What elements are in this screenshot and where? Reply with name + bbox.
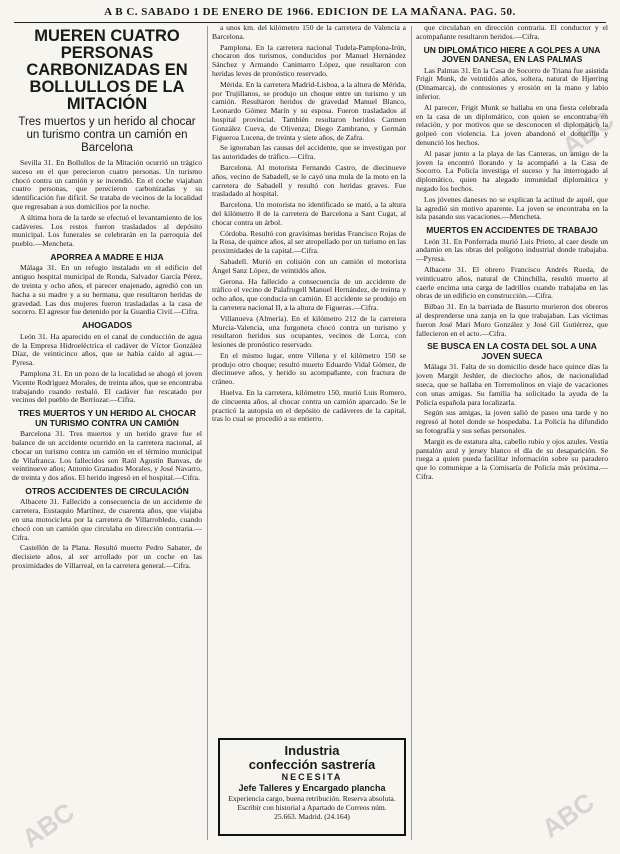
column-rule (207, 26, 208, 840)
article-paragraph: a unos km. del kilómetro 150 de la carretera de Valencia a Barcelona. (212, 24, 406, 41)
section-heading: UN DIPLOMÁTICO HIERE A GOLPES A UNA JOVEN DANESA, EN LAS PALMAS (423, 44, 601, 65)
article-paragraph: que circulaban en dirección contraria. El conductor y el acompañante resultaron heridos.—Cifra. (416, 24, 608, 41)
article-paragraph: Sabadell. Murió en colisión con un camión el motorista Ángel Sanz López, de veintidós años. (212, 256, 406, 275)
column-rule (411, 26, 412, 840)
article-paragraph: En el mismo lugar, entre Villena y el kilómetro 150 se produjo otro choque; resultó muerto Eduardo Vidal Gómez, de diecinueve años, y herido su acompañante, con fractura de cráneo. (212, 350, 406, 387)
article-paragraph: Córdoba. Resultó con gravísimas heridas Francisco Rojas de la Rosa, de quince años, al ser atropellado por un turismo en las proximidades de la capital.—Cifra. (212, 228, 406, 256)
watermark-logo: ABC (556, 104, 620, 162)
article-paragraph: Sevilla 31. En Bollullos de la Mitación ocurrió un trágico suceso en el que perecieron cuatro personas. Un turismo chocó contra un camión y se incendió. En el coche viajaban cuatro personas, que perecieron carbonizadas y su identificación fue difícil. Se trataba de vecinos de la localidad que regresaban a sus domicilios por la noche. (12, 158, 202, 211)
article-paragraph: León 31. Ha aparecido en el canal de conducción de agua de la Empresa Hidroeléctrica el cadáver de Víctor González Díaz, de veinticinco años, que se había caído al agua.—Pyresa. (12, 331, 202, 368)
article-paragraph: Barcelona. Al motorista Fernando Castro, de diecinueve años, vecino de Sabadell, se le cayó una mula de la moto en la carretera de Sabadell y resultó con heridas graves. Fue trasladado al hospital. (212, 162, 406, 199)
article-paragraph: Málaga 31. Falta de su domicilio desde hace quince días la joven Margit Jeshler, de dieciocho años, de nacionalidad sueca, que se hallaba en Torremolinos en viaje de vacaciones con unas amigas. Su familia ha solicitado la ayuda de la Policía española para localizarla. (416, 362, 608, 407)
article-paragraph: Villanueva (Almería). En el kilómetro 212 de la carretera Murcia-Valencia, una furgoneta chocó contra un turismo y resultaron heridos sus ocupantes, vecinos de Lorca, con lesiones de pronóstico reservado. (212, 313, 406, 350)
ad-details: Experiencia cargo, buena retribución. Reserva absoluta. Escribir con historial a Apartado de Correos núm. 25.663. Madrid. (24.164) (228, 794, 396, 821)
article-paragraph: Mérida. En la carretera Madrid-Lisboa, a la altura de Mérida, por Trujillanos, se produjo un choque entre un turismo y un camión. Resultaron heridos de gravedad Manuel Blanco, Leonardo Gómez Marín y su esposa. Fueron trasladados al hospital provincial. También resultaron heridos Carmen González Cueva, de Olivenza; Diego Zambrano, y Germán Figueroa Lucena, de treinta y siete años, de Zafra. (212, 79, 406, 142)
ad-title: Industria (284, 743, 340, 758)
section-heading: APORREA A MADRE E HIJA (50, 251, 164, 262)
article-paragraph: Málaga 31. En un refugio instalado en el edificio del antiguo hospital municipal de Ronda, Salvador García Pérez, de treinta y ocho años, el parecer enajenado, agredió con un hacha a su madre y a su hermana, que resultaron heridas de gravedad. Las dos mujeres fueron trasladadas a la casa de socorro. El agresor fue detenido por la Guardia Civil.—Cifra. (12, 263, 202, 317)
article-paragraph: A última hora de la tarde se efectuó el levantamiento de los cadáveres. Los restos fueron trasladados al depósito municipal. Los funerales se celebrarán en la parroquia del pueblo.—Mencheta. (12, 212, 202, 249)
ad-subtitle: confección sastrería (248, 757, 376, 772)
article-paragraph: Los jóvenes daneses no se explican la actitud de aquél, que la agredió sin motivo aparente. La joven se encontraba en la isla pasando sus vacaciones.—Mencheta. (416, 194, 608, 222)
article-paragraph: Se ignoraban las causas del accidente, que se investigan por las autoridades de tráfico.—Cifra. (212, 143, 406, 162)
article-paragraph: Al parecer, Frigit Munk se hallaba en una fiesta celebrada en la casa de un diplomático, con quien se encontraba en relación, y por motivos que se desconocen el diplomático la golpeó con violencia. La joven abandonó el domicilio y denunció los hechos. (416, 102, 608, 147)
article-paragraph: Las Palmas 31. En la Casa de Socorro de Triana fue asistida Frigit Munk, de veintidós años, soltera, natural de Hjørring (Dinamarca), de contusiones y erosión en la mano y labio inferior. (416, 65, 608, 101)
article-paragraph: Barcelona. Un motorista no identificado se mató, a la altura del kilómetro 8 de la carretera de Barcelona a Sant Cugat, al chocar contra un árbol. (212, 200, 406, 227)
section-heading: MUERTOS EN ACCIDENTES DE TRABAJO (426, 225, 598, 236)
article-paragraph: Albacete 31. El obrero Francisco Andrés Rueda, de veinticuatro años, natural de Chinchilla, resultó muerto al caerle encima una carga de ladrillos cuando trabajaba en las obras de un edificio en construcción.—Cifra. (416, 265, 608, 301)
article-paragraph: León 31. En Ponferrada murió Luis Prieto, al caer desde un andamio en las obras del polígono industrial donde trabajaba.—Pyresa. (416, 236, 608, 264)
section-heading: AHOGADOS (81, 320, 133, 331)
column-1 (12, 24, 202, 844)
article-paragraph: Barcelona 31. Tres muertos y un herido grave fue el balance de un accidente ocurrido en la carretera nacional, al chocar un turismo contra un camión en el término municipal de Vilafranca. Los fallecidos son Raúl Agustín Banvas, de veintinueve años; Antonio Granados Morales, y José Navarro, de treinta y dos años. El herido ingresó en el hospital.—Cifra. (12, 429, 202, 483)
section-heading: OTROS ACCIDENTES DE CIRCULACIÓN (25, 485, 189, 496)
section-heading: TRES MUERTOS Y UN HERIDO AL CHOCAR UN TURISMO CONTRA UN CAMIÓN (17, 408, 197, 428)
column-2 (212, 24, 406, 732)
article-paragraph: Bilbao 31. En la barriada de Basurto murieron dos obreros al desprenderse una zanja en la que trabajaban. Las víctimas fueron José Mari Moro González y José Gil Gutiérrez, que fallecieron en el acto.—Cifra. (416, 302, 608, 338)
masthead: A B C. SABADO 1 DE ENERO DE 1966. EDICION DE LA MAÑANA. PAG. 50. (14, 6, 606, 23)
classified-ad-box (218, 738, 406, 836)
article-paragraph: Pamplona 31. En un pozo de la localidad se ahogó el joven Vicente Rodríguez Morales, de treinta años, que se encontraba trabajando cuando resbaló. El cadáver fue rescatado por vecinos del pueblo de Berriozar.—Cifra. (12, 368, 202, 405)
article-paragraph: Pamplona. En la carretera nacional Tudela-Pamplona-Irún, chocaron dos turismos, conducidos por Manuel Hernández Sánchez y Armando Canimarro López, que resultaron con heridas leves de pronóstico reservado. (212, 42, 406, 78)
main-subheadline: Tres muertos y un herido al chocar un turismo contra un camión en Barcelona (18, 116, 196, 154)
main-headline: MUEREN CUATRO PERSONAS CARBONIZADAS EN BOLLULLOS DE LA MITACIÓN (26, 27, 188, 113)
article-paragraph: Margit es de estatura alta, cabello rubio y ojos azules. Vestía pantalón azul y jersey blanco el día de su desaparición. Se ruega a quien pueda facilitar información sobre su paradero que lo comunique a la Comisaría de Policía más próxima.—Cifra. (416, 436, 608, 481)
article-paragraph: Al pasar junto a la playa de las Canteras, un amigo de la joven la encontró llorando y la acompañó a la Casa de Socorro. La Policía investiga el suceso y ha interrogado al diplomático, quien ha alegado inmunidad diplomática y negado los hechos. (416, 148, 608, 193)
article-paragraph: Según sus amigas, la joven salió de paseo una tarde y no regresó al hotel donde se hospedaba. La Policía ha difundido su fotografía y sus señas personales. (416, 408, 608, 435)
watermark-logo: ABC (16, 796, 80, 854)
article-paragraph: Gerona. Ha fallecido a consecuencia de un accidente de tráfico el vecino de Palafrugell Manuel Hernández, de treinta y ocho años, que conducía un camión. El accidente se produjo en la carretera nacional II, a la altura de Figueras.—Cifra. (212, 276, 406, 312)
watermark-logo: ABC (536, 786, 600, 844)
article-paragraph: Albacete 31. Fallecido a consecuencia de un accidente de carretera, Eustaquio Martínez, de cuarenta años, que viajaba en una motocicleta por la carretera de Villarrobledo, cuando chocó con un camión que circulaba en dirección contraria.—Cifra. (12, 497, 202, 542)
article-paragraph: Castellón de la Plana. Resultó muerto Pedro Sabater, de diecisiete años, al ser arrollado por un coche en las proximidades de Villarreal, en la carretera general.—Cifra. (12, 543, 202, 570)
ad-position: Jefe Talleres y Encargado plancha (238, 783, 386, 793)
section-heading: SE BUSCA EN LA COSTA DEL SOL A UNA JOVEN SUECA (427, 341, 597, 361)
article-paragraph: Huelva. En la carretera, kilómetro 150, murió Luis Romero, de cincuenta años, al chocar contra un camión aparcado. Se le practicó la autopsia en el depósito de cadáveres de la capital, tras lo cual se procedió a su entierro. (212, 388, 406, 424)
ad-needs: NECESITA (281, 772, 343, 782)
